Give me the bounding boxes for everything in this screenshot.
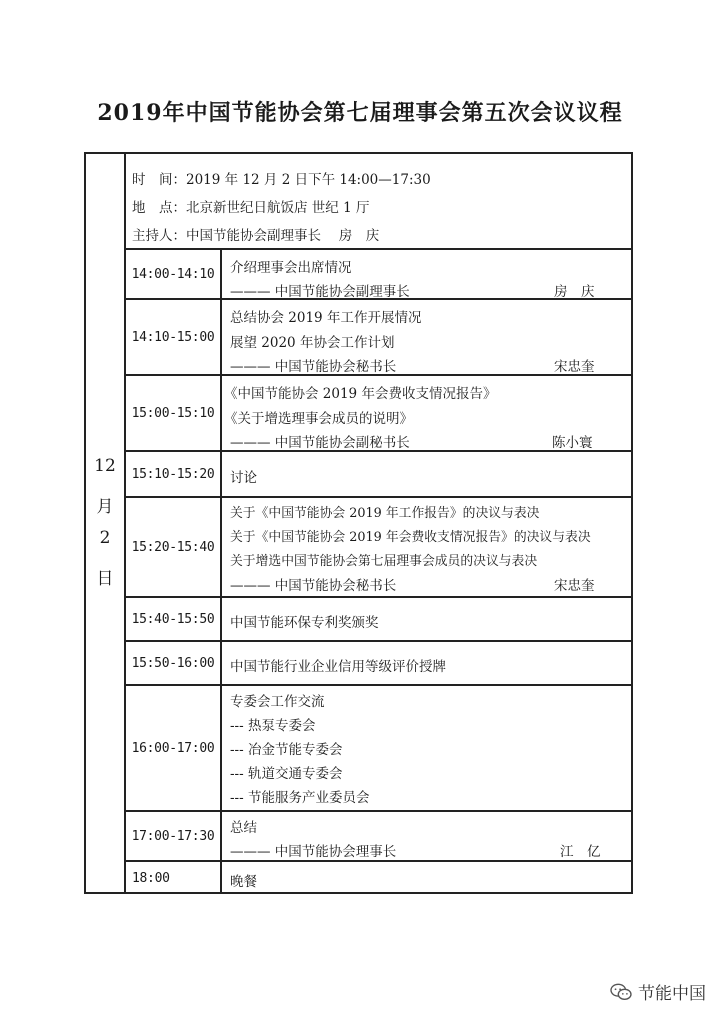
- committee-item: --- 轨道交通专委会: [230, 766, 343, 782]
- info-row: [126, 154, 633, 248]
- meeting-place: 地 点：北京新世纪日航饭店 世纪 1 厅: [132, 200, 370, 216]
- agenda-time: 14:00-14:10: [126, 250, 222, 298]
- meeting-host: 主持人：中国节能协会副理事长 房 庆: [132, 228, 380, 244]
- agenda-time: 15:40-15:50: [126, 598, 222, 640]
- meeting-time: 时 间：2019 年 12 月 2 日下午 14:00—17:30: [132, 172, 431, 188]
- agenda-speaker: 宋忠奎: [554, 578, 595, 594]
- date-month-number: 12: [94, 456, 116, 476]
- agenda-time: 17:00-17:30: [126, 812, 222, 860]
- committee-item: --- 冶金节能专委会: [230, 742, 343, 758]
- agenda-item-text: 关于《中国节能协会 2019 年工作报告》的决议与表决: [230, 506, 540, 521]
- agenda-speaker: 陈小寰: [552, 435, 593, 451]
- agenda-item-text: 讨论: [230, 470, 257, 486]
- agenda-time: 15:20-15:40: [126, 498, 222, 596]
- agenda-item-text: 《中国节能协会 2019 年会费收支情况报告》: [224, 386, 497, 402]
- agenda-speaker: 房 庆: [554, 284, 595, 300]
- agenda-row: [126, 596, 633, 640]
- agenda-time: 14:10-15:00: [126, 300, 222, 374]
- agenda-time: 15:10-15:20: [126, 452, 222, 496]
- agenda-item-text: 专委会工作交流: [230, 694, 325, 710]
- page-title: 2019年中国节能协会第七届理事会第五次会议议程: [97, 100, 623, 126]
- committee-item: --- 热泵专委会: [230, 718, 316, 734]
- agenda-row: [126, 640, 633, 684]
- agenda-row: [126, 860, 633, 894]
- agenda-item-text: 晚餐: [230, 874, 257, 890]
- agenda-role: ——— 中国节能协会副秘书长: [230, 435, 410, 451]
- agenda-row: [126, 248, 633, 298]
- agenda-row: [126, 298, 633, 374]
- agenda-row: [126, 450, 633, 496]
- agenda-item-text: 《关于增选理事会成员的说明》: [224, 411, 413, 427]
- agenda-role: ——— 中国节能协会理事长: [230, 844, 397, 860]
- date-month-char: 月: [96, 497, 114, 517]
- agenda-row: [126, 496, 633, 596]
- agenda-item-text: 中国节能环保专利奖颁奖: [230, 615, 379, 631]
- agenda-row: [126, 810, 633, 860]
- agenda-time: 16:00-17:00: [126, 686, 222, 810]
- agenda-time: 18:00: [126, 862, 222, 894]
- agenda-role: ——— 中国节能协会秘书长: [230, 359, 397, 375]
- wechat-icon: [610, 982, 632, 1002]
- agenda-item-text: 关于增选中国节能协会第七届理事会成员的决议与表决: [230, 554, 538, 569]
- agenda-role: ——— 中国节能协会秘书长: [230, 578, 397, 594]
- agenda-item-text: 关于《中国节能协会 2019 年会费收支情况报告》的决议与表决: [230, 530, 591, 545]
- agenda-item-text: 总结: [230, 820, 257, 836]
- agenda-item-text: 展望 2020 年协会工作计划: [230, 335, 395, 351]
- agenda-speaker: 江 亿: [560, 844, 601, 860]
- agenda-role: ——— 中国节能协会副理事长: [230, 284, 410, 300]
- agenda-speaker: 宋忠奎: [554, 359, 595, 375]
- watermark-text: 节能中国: [638, 984, 706, 1004]
- agenda-row: [126, 684, 633, 810]
- watermark: [610, 979, 706, 1004]
- agenda-row: [126, 374, 633, 450]
- agenda-time: 15:50-16:00: [126, 642, 222, 684]
- date-column: [84, 152, 126, 894]
- date-day-number: 2: [99, 528, 111, 548]
- agenda-item-text: 介绍理事会出席情况: [230, 260, 352, 276]
- agenda-item-text: 总结协会 2019 年工作开展情况: [230, 310, 422, 326]
- committee-item: --- 节能服务产业委员会: [230, 790, 370, 806]
- agenda-time: 15:00-15:10: [126, 376, 222, 450]
- date-day-char: 日: [96, 569, 114, 589]
- agenda-item-text: 中国节能行业企业信用等级评价授牌: [230, 659, 446, 675]
